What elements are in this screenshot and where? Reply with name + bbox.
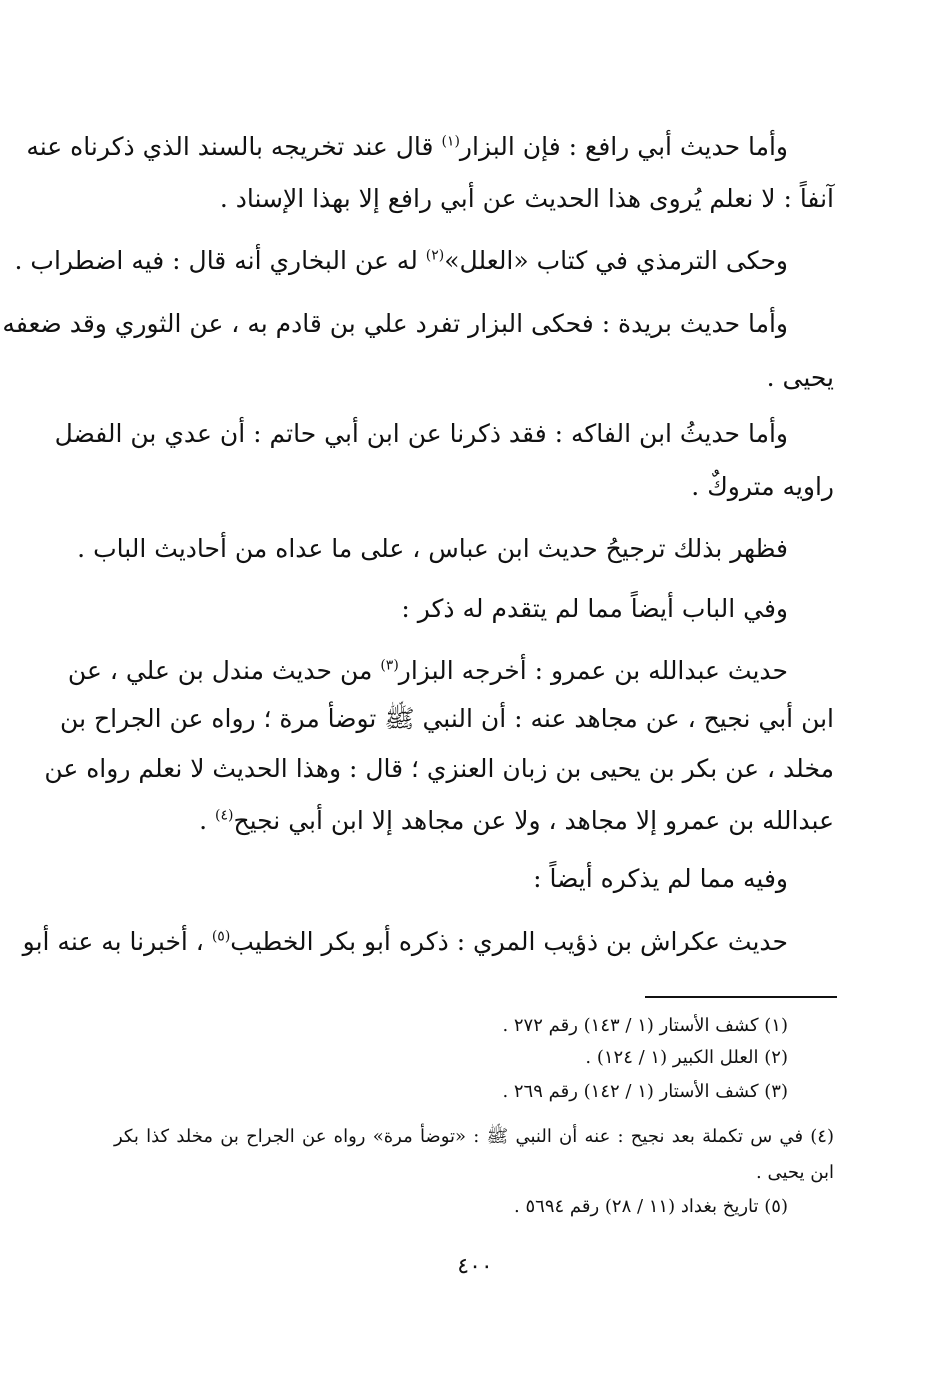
footnote-5: (٥) تاريخ بغداد (١١ / ٢٨) رقم ٥٦٩٤ .	[514, 1196, 788, 1217]
paragraph-3-line-1: وأما حديث بريدة : فحكى البزار تفرد علي بن قادم به ، عن الثوري وقد ضعفه	[2, 309, 788, 338]
footnote-separator	[645, 996, 837, 998]
footnote-ref-2: (٢)	[425, 247, 445, 264]
text-run: حديث عبدالله بن عمرو : أخرجه البزار	[398, 656, 788, 685]
text-run: ، أخبرنا به عنه أبو	[22, 927, 212, 956]
footnote-ref-3: (٣)	[380, 657, 399, 674]
paragraph-7-line-2: ابن أبي نجيح ، عن مجاهد عنه : أن النبي ﷺ توضأ مرة ؛ رواه عن الجراح بن	[60, 704, 834, 733]
paragraph-9-line-1	[22, 925, 788, 959]
paragraph-1-line-2: آنفاً : لا نعلم يُروى هذا الحديث عن أبي رافع إلا بهذا الإسناد .	[219, 184, 834, 213]
text-run: .	[199, 806, 215, 835]
text-run: قال عند تخريجه بالسند الذي ذكرناه عنه	[26, 132, 442, 161]
paragraph-8-line-1: وفيه مما لم يذكره أيضاً :	[533, 864, 788, 893]
paragraph-3-line-2: يحيى .	[766, 363, 834, 392]
paragraph-2-line-1	[14, 244, 788, 278]
text-run: من حديث مندل بن علي ، عن	[67, 656, 381, 685]
paragraph-1-line-1	[26, 130, 788, 164]
page-number: ٤٠٠	[457, 1254, 493, 1279]
paragraph-4-line-2: راويه متروكٌ .	[691, 472, 834, 501]
footnote-ref-4: (٤)	[215, 807, 234, 824]
footnote-4-line-2: ابن يحيى .	[756, 1162, 834, 1183]
text-run: حديث عكراش بن ذؤيب المري : ذكره أبو بكر الخطيب	[230, 927, 788, 956]
paragraph-5-line-1: فظهر بذلك ترجيحُ حديث ابن عباس ، على ما عداه من أحاديث الباب .	[77, 534, 788, 563]
paragraph-4-line-1: وأما حديثُ ابن الفاكه : فقد ذكرنا عن ابن أبي حاتم : أن عدي بن الفضل	[54, 419, 788, 448]
footnote-4-line-1: (٤) في س تكملة بعد نجيح : عنه أن النبي ﷺ : «توضأ مرة» رواه عن الجراح بن مخلد كذا بكر	[114, 1126, 834, 1147]
paragraph-6-line-1: وفي الباب أيضاً مما لم يتقدم له ذكر :	[401, 594, 788, 623]
text-run: وحكى الترمذي في كتاب «العلل»	[444, 246, 788, 275]
text-run: وأما حديث أبي رافع : فإن البزار	[459, 132, 788, 161]
footnote-2: (٢) العلل الكبير (١ / ١٢٤) .	[585, 1047, 788, 1068]
text-run: عبدالله بن عمرو إلا مجاهد ، ولا عن مجاهد إلا ابن أبي نجيح	[233, 806, 834, 835]
paragraph-7-line-3: مخلد ، عن بكر بن يحيى بن زبان العنزي ؛ قال : وهذا الحديث لا نعلم رواه عن	[44, 754, 834, 783]
text-run: له عن البخاري أنه قال : فيه اضطراب .	[14, 246, 426, 275]
footnote-1: (١) كشف الأستار (١ / ١٤٣) رقم ٢٧٢ .	[502, 1015, 788, 1036]
footnote-ref-5: (٥)	[211, 928, 231, 945]
footnote-ref-1: (١)	[441, 133, 460, 150]
footnote-3: (٣) كشف الأستار (١ / ١٤٢) رقم ٢٦٩ .	[502, 1081, 788, 1102]
paragraph-7-line-4	[114, 804, 834, 838]
paragraph-7-line-1	[67, 654, 788, 688]
